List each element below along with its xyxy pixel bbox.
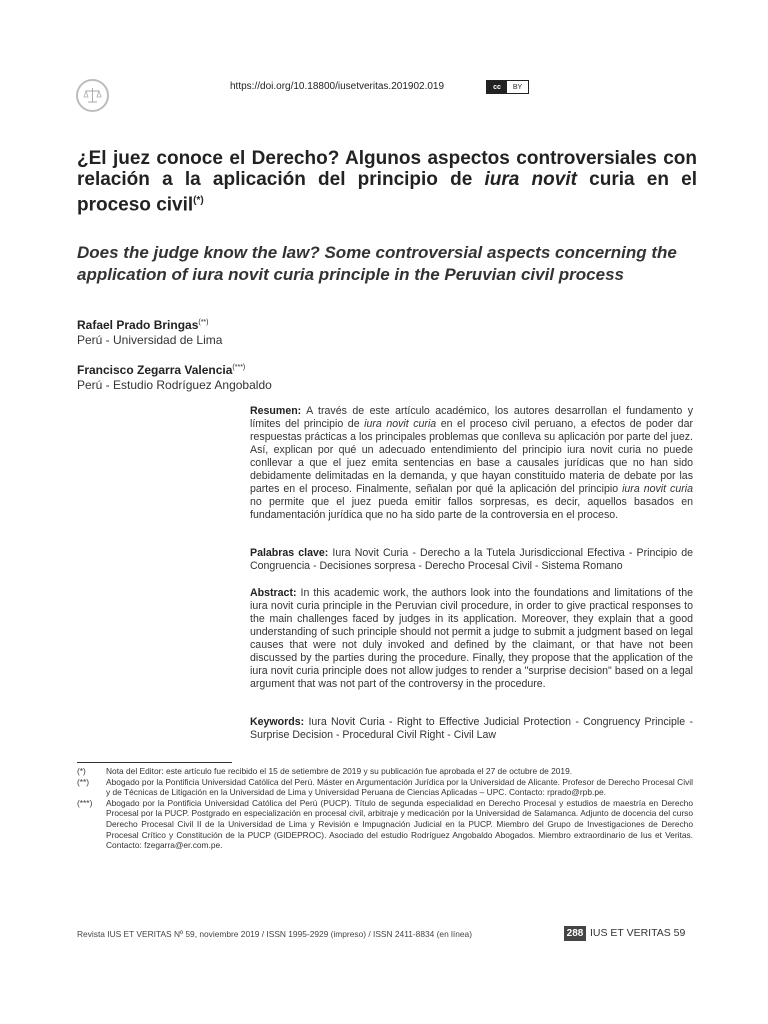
title-part1: ¿El juez conoce el Derecho? Algunos aspectos controversiales con relación a la aplicación del principio de [77, 148, 697, 190]
footnotes [77, 766, 693, 851]
footer-journal-name: IUS ET VERITAS 59 [590, 927, 686, 939]
doi-link[interactable]: https://doi.org/10.18800/iusetveritas.201902.019 [230, 81, 445, 92]
scales-icon [78, 81, 107, 110]
footnote [77, 777, 693, 798]
keywords-label: Keywords: [250, 716, 305, 728]
footnote [77, 766, 693, 777]
footnote [77, 798, 693, 851]
cc-icon: cc [487, 81, 507, 93]
footnote-text: Abogado por la Pontificia Universidad Católica del Perú. Máster en Argumentación Jurídica por la Universidad de Alicante. Profesor de Derecho Procesal Civil y de Técnicas de Litigación en la Universidad de Lima y Universidad Peruana de Ciencias Aplicadas – UPC. Contacto: rprado@rpb.pe. [106, 776, 693, 798]
title-footnote-mark: (*) [193, 195, 204, 206]
author-2-name: Francisco Zegarra Valencia(***) [77, 363, 246, 377]
abstract-label: Abstract: [250, 587, 297, 599]
author-2-affiliation: Perú - Estudio Rodríguez Angobaldo [77, 378, 272, 392]
article-title-spanish [77, 148, 697, 215]
palabras-clave-paragraph: Palabras clave: Iura Novit Curia - Derecho a la Tutela Jurisdiccional Efectiva - Principio de Congruencia - Decisiones sorpresa - Derecho Procesal Civil - Sistema Romano [250, 547, 694, 572]
article-title-english: Does the judge know the law? Some controversial aspects concerning the application of iura novit curia principle in the Peruvian civil process [77, 243, 677, 284]
journal-seal-logo [76, 79, 109, 112]
abstract-paragraph: Abstract: In this academic work, the authors look into the foundations and limitations of the iura novit curia principle in the Peruvian civil procedure, in order to give practical responses to the main challenges faced by judges in its application. Moreover, they explain that a good understanding of such principle should not permit a judge to submit a judgment based on legal causes that were not duly invoked and defined by the claimant, or that have not been discussed by the parties during the procedure. Finally, they propose that the application of the iura novit curia principle does not allow judges to render a "surprise decision" based on a legal argument that was not part of the controversy in the procedure. [250, 587, 693, 690]
author-1-affiliation: Perú - Universidad de Lima [77, 333, 223, 347]
footnote-mark: (**) [77, 776, 90, 787]
footer-citation: Revista IUS ET VERITAS Nº 59, noviembre 2019 / ISSN 1995-2929 (impreso) / ISSN 2411-8834 (en línea) [77, 929, 473, 939]
author-1 [77, 315, 222, 348]
resumen-paragraph: Resumen: A través de este artículo académico, los autores desarrollan el fundamento y límites del principio de iura novit curia en el proceso civil peruano, a efectos de poder dar respuestas prácticas a los principales problemas que conlleva su aplicación por parte del juez. Así, explican por qué un adecuado entendimiento del principio iura novit curia no puede conllevar a que el juez emita sentencias en base a causales jurídicas que no han sido debidamente delimitadas en la demanda, y que hayan constituido materia de debate por las partes en el proceso. Finalmente, señalan por qué la aplicación del principio iura novit curia no permite que el juez pueda emitir fallos sorpresas, es decir, aquellos basados en fundamentación jurídica que no ha sido parte de la controversia en el proceso. [250, 405, 693, 521]
footnote-mark: (*) [77, 766, 86, 776]
resumen-label: Resumen: [250, 405, 302, 417]
palabras-clave-label: Palabras clave: [250, 547, 329, 559]
author-2 [77, 360, 272, 393]
cc-license-badge[interactable] [486, 80, 529, 94]
title-italic-term: iura novit [484, 169, 577, 190]
title-part2: curia en el proceso civil [77, 169, 697, 216]
author-2-note: (***) [232, 364, 246, 371]
by-icon: BY [512, 83, 523, 91]
author-1-name: Rafael Prado Bringas(**) [77, 318, 209, 332]
keywords-paragraph: Keywords: Iura Novit Curia - Right to Effective Judicial Protection - Congruency Principle - Surprise Decision - Procedural Civil Right - Civil Law [250, 716, 693, 741]
footnote-text: Abogado por la Pontificia Universidad Católica del Perú (PUCP). Título de segunda especialidad en Derecho Procesal y estudios de maestría en Derecho Procesal por la PUCP. Postgrado en especialización en procesal civil, arbitraje y medicación por la Universidad de Salamanca. Adjunto de docencia del curso Derecho Procesal Civil II de la Universidad de Lima y Revisión e Impugnación Judicial en la PUCP. Miembro del Grupo de Investigaciones de Derecho Procesal Crítico y Constitución de la PUCP (GIDEPROC). Asociado del estudio Rodríguez Angobaldo Abogados. Miembro extraordinario de Ius et Veritas. Contacto: fzegarra@er.com.pe. [106, 797, 693, 851]
footnote-mark: (***) [77, 797, 93, 808]
author-1-note: (**) [198, 319, 209, 326]
footnote-divider [77, 762, 232, 763]
page-number: 288 [564, 926, 586, 941]
footnote-text: Nota del Editor: este artículo fue recibido el 15 de setiembre de 2019 y su publicación fue aprobada el 27 de octubre de 2019. [106, 766, 573, 776]
